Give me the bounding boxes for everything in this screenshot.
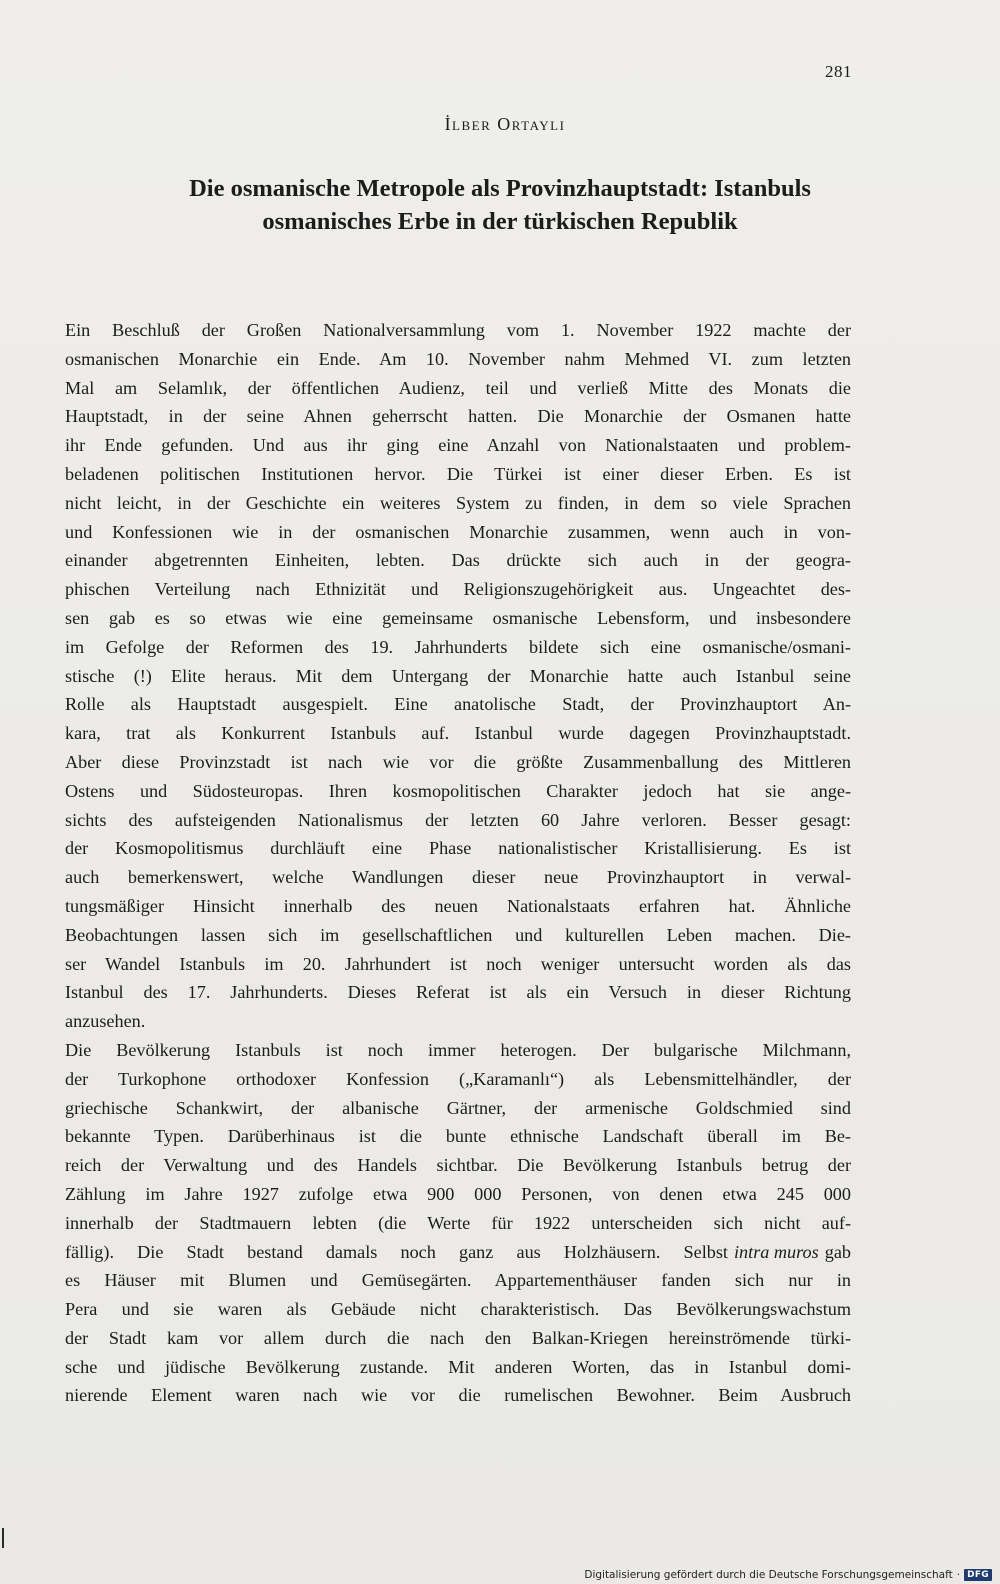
body-line: Istanbul des 17. Jahrhunderts. Dieses Referat ist als ein Versuch in dieser Richtung bbox=[65, 982, 851, 1003]
credit-text: Digitalisierung gefördert durch die Deutsche Forschungsgemeinschaft bbox=[584, 1569, 953, 1581]
body-line: der Stadt kam vor allem durch die nach den Balkan-Kriegen hereinströmende türki- bbox=[65, 1327, 851, 1348]
body-line: Die Bevölkerung Istanbuls ist noch immer heterogen. Der bulgarische Milchmann, bbox=[65, 1039, 851, 1060]
body-line: nierende Element waren nach wie vor die rumelischen Bewohner. Beim Ausbruch bbox=[65, 1385, 851, 1406]
body-line: sche und jüdische Bevölkerung zustande. Mit anderen Worten, das in Istanbul domi- bbox=[65, 1356, 851, 1377]
dfg-logo: DFG bbox=[964, 1569, 992, 1581]
body-line-segment: gab bbox=[824, 1241, 851, 1262]
body-line: sichts des aufsteigenden Nationalismus der letzten 60 Jahre verloren. Besser gesagt: bbox=[65, 809, 851, 830]
scan-edge-mark bbox=[2, 1528, 4, 1548]
page-number: 281 bbox=[825, 62, 852, 81]
body-line-segment: fällig). Die Stadt bestand damals noch ganz aus Holzhäusern. Selbst bbox=[65, 1241, 728, 1262]
article-body bbox=[65, 316, 851, 1410]
body-line: Ein Beschluß der Großen Nationalversammlung vom 1. November 1922 machte der bbox=[65, 320, 851, 340]
body-line: einander abgetrennten Einheiten, lebten. Das drückte sich auch in der geogra- bbox=[65, 550, 851, 571]
body-line: innerhalb der Stadtmauern lebten (die Werte für 1922 unterscheiden sich nicht auf- bbox=[65, 1212, 851, 1233]
body-line: Zählung im Jahre 1927 zufolge etwa 900 000 Personen, von denen etwa 245 000 bbox=[65, 1183, 851, 1204]
body-line: der Turkophone orthodoxer Konfession („Karamanlı“) als Lebensmittelhändler, der bbox=[65, 1068, 851, 1089]
body-line: Pera und sie waren als Gebäude nicht charakteristisch. Das Bevölkerungswachstum bbox=[65, 1299, 851, 1320]
body-line: osmanischen Monarchie ein Ende. Am 10. November nahm Mehmed VI. zum letzten bbox=[65, 348, 851, 369]
title-line-1: Die osmanische Metropole als Provinzhauptstadt: Istanbuls bbox=[189, 175, 811, 202]
body-line: Mal am Selamlık, der öffentlichen Audienz, teil und verließ Mitte des Monats die bbox=[65, 377, 851, 398]
author-name: İlber Ortayli bbox=[444, 114, 566, 134]
credit-separator: · bbox=[956, 1569, 961, 1581]
body-line: auch bemerkenswert, welche Wandlungen dieser neue Provinzhauptort in verwal- bbox=[65, 867, 851, 888]
title-line-2: osmanisches Erbe in der türkischen Republik bbox=[262, 208, 738, 235]
body-line: Aber diese Provinzstadt ist nach wie vor die größte Zusammenballung des Mittleren bbox=[65, 751, 851, 772]
body-line: stische (!) Elite heraus. Mit dem Untergang der Monarchie hatte auch Istanbul seine bbox=[65, 665, 851, 686]
body-line: der Kosmopolitismus durchläuft eine Phase nationalistischer Kristallisierung. Es ist bbox=[65, 838, 851, 859]
body-line: anzusehen. bbox=[65, 1011, 146, 1032]
body-line: phischen Verteilung nach Ethnizität und Religionszugehörigkeit aus. Ungeachtet des- bbox=[65, 579, 851, 600]
article-title bbox=[90, 172, 910, 238]
body-line: reich der Verwaltung und des Handels sichtbar. Die Bevölkerung Istanbuls betrug der bbox=[65, 1155, 851, 1176]
italic-phrase: intra muros bbox=[734, 1241, 819, 1262]
body-line: im Gefolge der Reformen des 19. Jahrhunderts bildete sich eine osmanische/osmani- bbox=[65, 636, 851, 657]
body-line: bekannte Typen. Darüberhinaus ist die bunte ethnische Landschaft überall im Be- bbox=[65, 1126, 851, 1147]
body-line: Hauptstadt, in der seine Ahnen geherrscht hatten. Die Monarchie der Osmanen hatte bbox=[65, 406, 851, 427]
body-line: nicht leicht, in der Geschichte ein weiteres System zu finden, in dem so viele Sprachen bbox=[65, 492, 851, 513]
body-line: tungsmäßiger Hinsicht innerhalb des neuen Nationalstaats erfahren hat. Ähnliche bbox=[65, 895, 851, 916]
digitization-credit bbox=[584, 1569, 992, 1581]
body-line: ser Wandel Istanbuls im 20. Jahrhundert ist noch weniger untersucht worden als das bbox=[65, 953, 851, 974]
body-line: und Konfessionen wie in der osmanischen Monarchie zusammen, wenn auch in von- bbox=[65, 521, 851, 542]
body-line: Ostens und Südosteuropas. Ihren kosmopolitischen Charakter jedoch hat sie ange- bbox=[65, 780, 851, 801]
body-line: ihr Ende gefunden. Und aus ihr ging eine Anzahl von Nationalstaaten und problem- bbox=[65, 435, 851, 456]
body-line: Beobachtungen lassen sich im gesellschaftlichen und kulturellen Leben machen. Die- bbox=[65, 924, 851, 945]
body-line: beladenen politischen Institutionen hervor. Die Türkei ist einer dieser Erben. Es ist bbox=[65, 463, 851, 484]
body-line: es Häuser mit Blumen und Gemüsegärten. Appartementhäuser fanden sich nur in bbox=[65, 1270, 851, 1291]
body-line: Rolle als Hauptstadt ausgespielt. Eine anatolische Stadt, der Provinzhauptort An- bbox=[65, 694, 851, 715]
body-line: kara, trat als Konkurrent Istanbuls auf. Istanbul wurde dagegen Provinzhauptstadt. bbox=[65, 723, 851, 744]
body-line-with-italic bbox=[65, 1238, 851, 1267]
body-line: sen gab es so etwas wie eine gemeinsame osmanische Lebensform, und insbesondere bbox=[65, 607, 851, 628]
body-line: griechische Schankwirt, der albanische Gärtner, der armenische Goldschmied sind bbox=[65, 1097, 851, 1118]
